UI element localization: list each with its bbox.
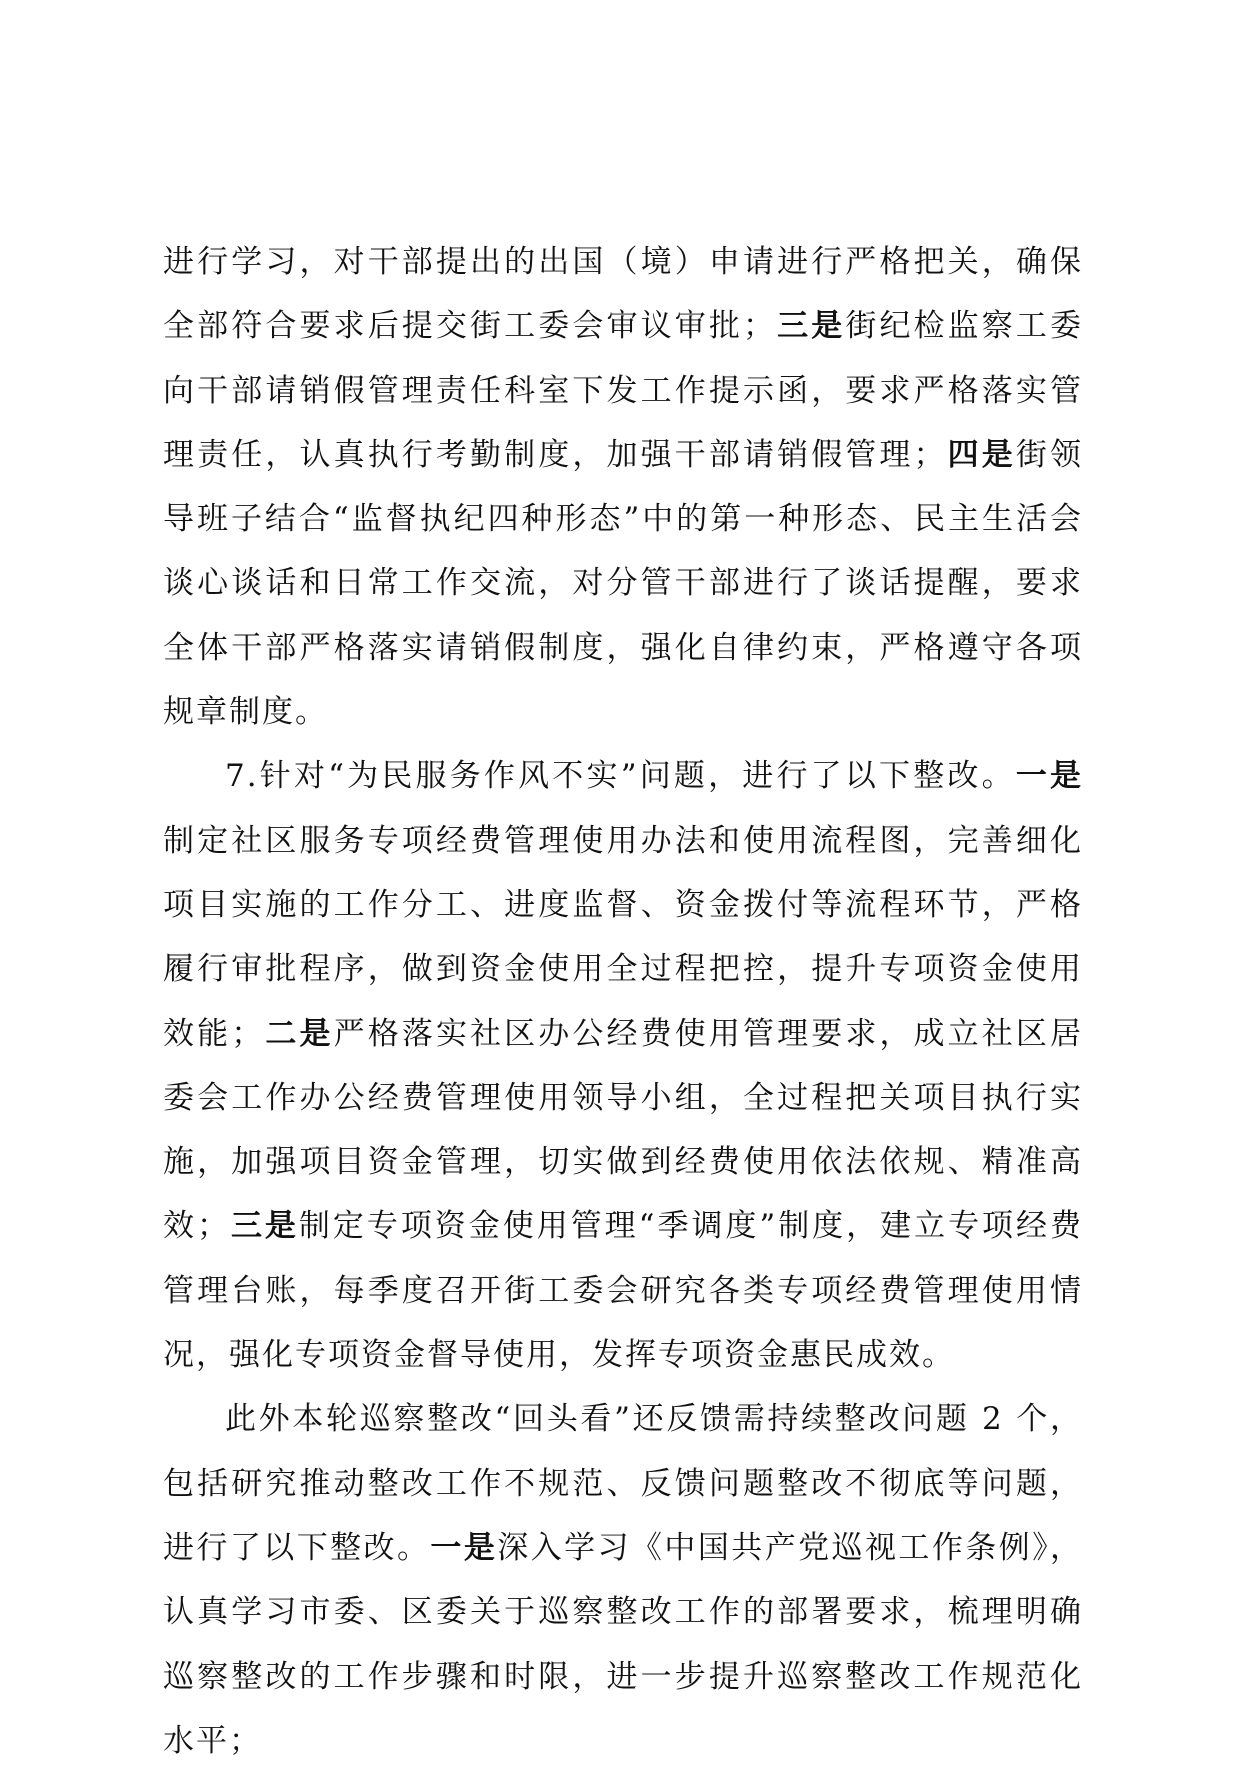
paragraph-text: 严格落实社区办公经费使用管理要求，成立社区居委会工作办公经费管理使用领导小组，全过程把关项目执行实施，加强项目资金管理，切实做到经费使用依法依规、精准高效； [163,1015,1084,1245]
paragraph-text: 街纪检监察工委向干部请销假管理责任科室下发工作提示函，要求严格落实管理责任，认真执行考勤制度，加强干部请销假管理； [163,308,1084,473]
paragraph-text: 进行学习，对干部提出的出国（境）申请进行严格把关，确保全部符合要求后提交街工委会审议审批； [163,244,1083,345]
paragraph-continuation [163,230,1083,744]
paragraph-text: 7.针对“为民服务作风不实”问题，进行了以下整改。 [225,758,1016,795]
document-body [163,230,1083,1773]
paragraph-text: 深入学习《中国共产党巡视工作条例》，认真学习市委、区委关于巡察整改工作的部署要求，梳理明确巡察整改的工作步骤和时限，进一步提升巡察整改工作规范化水平； [163,1529,1084,1759]
emphasis-label: 二是 [264,1015,334,1052]
paragraph-text: 制定社区服务专项经费管理使用办法和使用流程图，完善细化项目实施的工作分工、进度监督、资金拨付等流程环节，严格履行审批程序，做到资金使用全过程把控，提升专项资金使用效能； [163,822,1083,1052]
emphasis-label: 一是 [430,1529,498,1566]
emphasis-label: 三是 [775,308,846,345]
emphasis-label: 三是 [229,1208,299,1245]
paragraph-item-7 [163,744,1083,1387]
paragraph-additional [163,1387,1083,1773]
paragraph-text: 制定专项资金使用管理“季调度”制度，建立专项经费管理台账，每季度召开街工委会研究各类专项经费管理使用情况，强化专项资金督导使用，发挥专项资金惠民成效。 [163,1208,1084,1374]
paragraph-text: 街领导班子结合“监督执纪四种形态”中的第一种形态、民主生活会谈心谈话和日常工作交流，对分管干部进行了谈话提醒，要求全体干部严格落实请销假制度，强化自律约束，严格遵守各项规章制度。 [163,436,1084,731]
paragraph-text: 此外本轮巡察整改“回头看”还反馈需持续整改问题 2 个，包括研究推动整改工作不规范、反馈问题整改不彻底等问题，进行了以下整改。 [163,1401,1083,1566]
emphasis-label: 四是 [946,436,1016,473]
emphasis-label: 一是 [1015,758,1084,795]
